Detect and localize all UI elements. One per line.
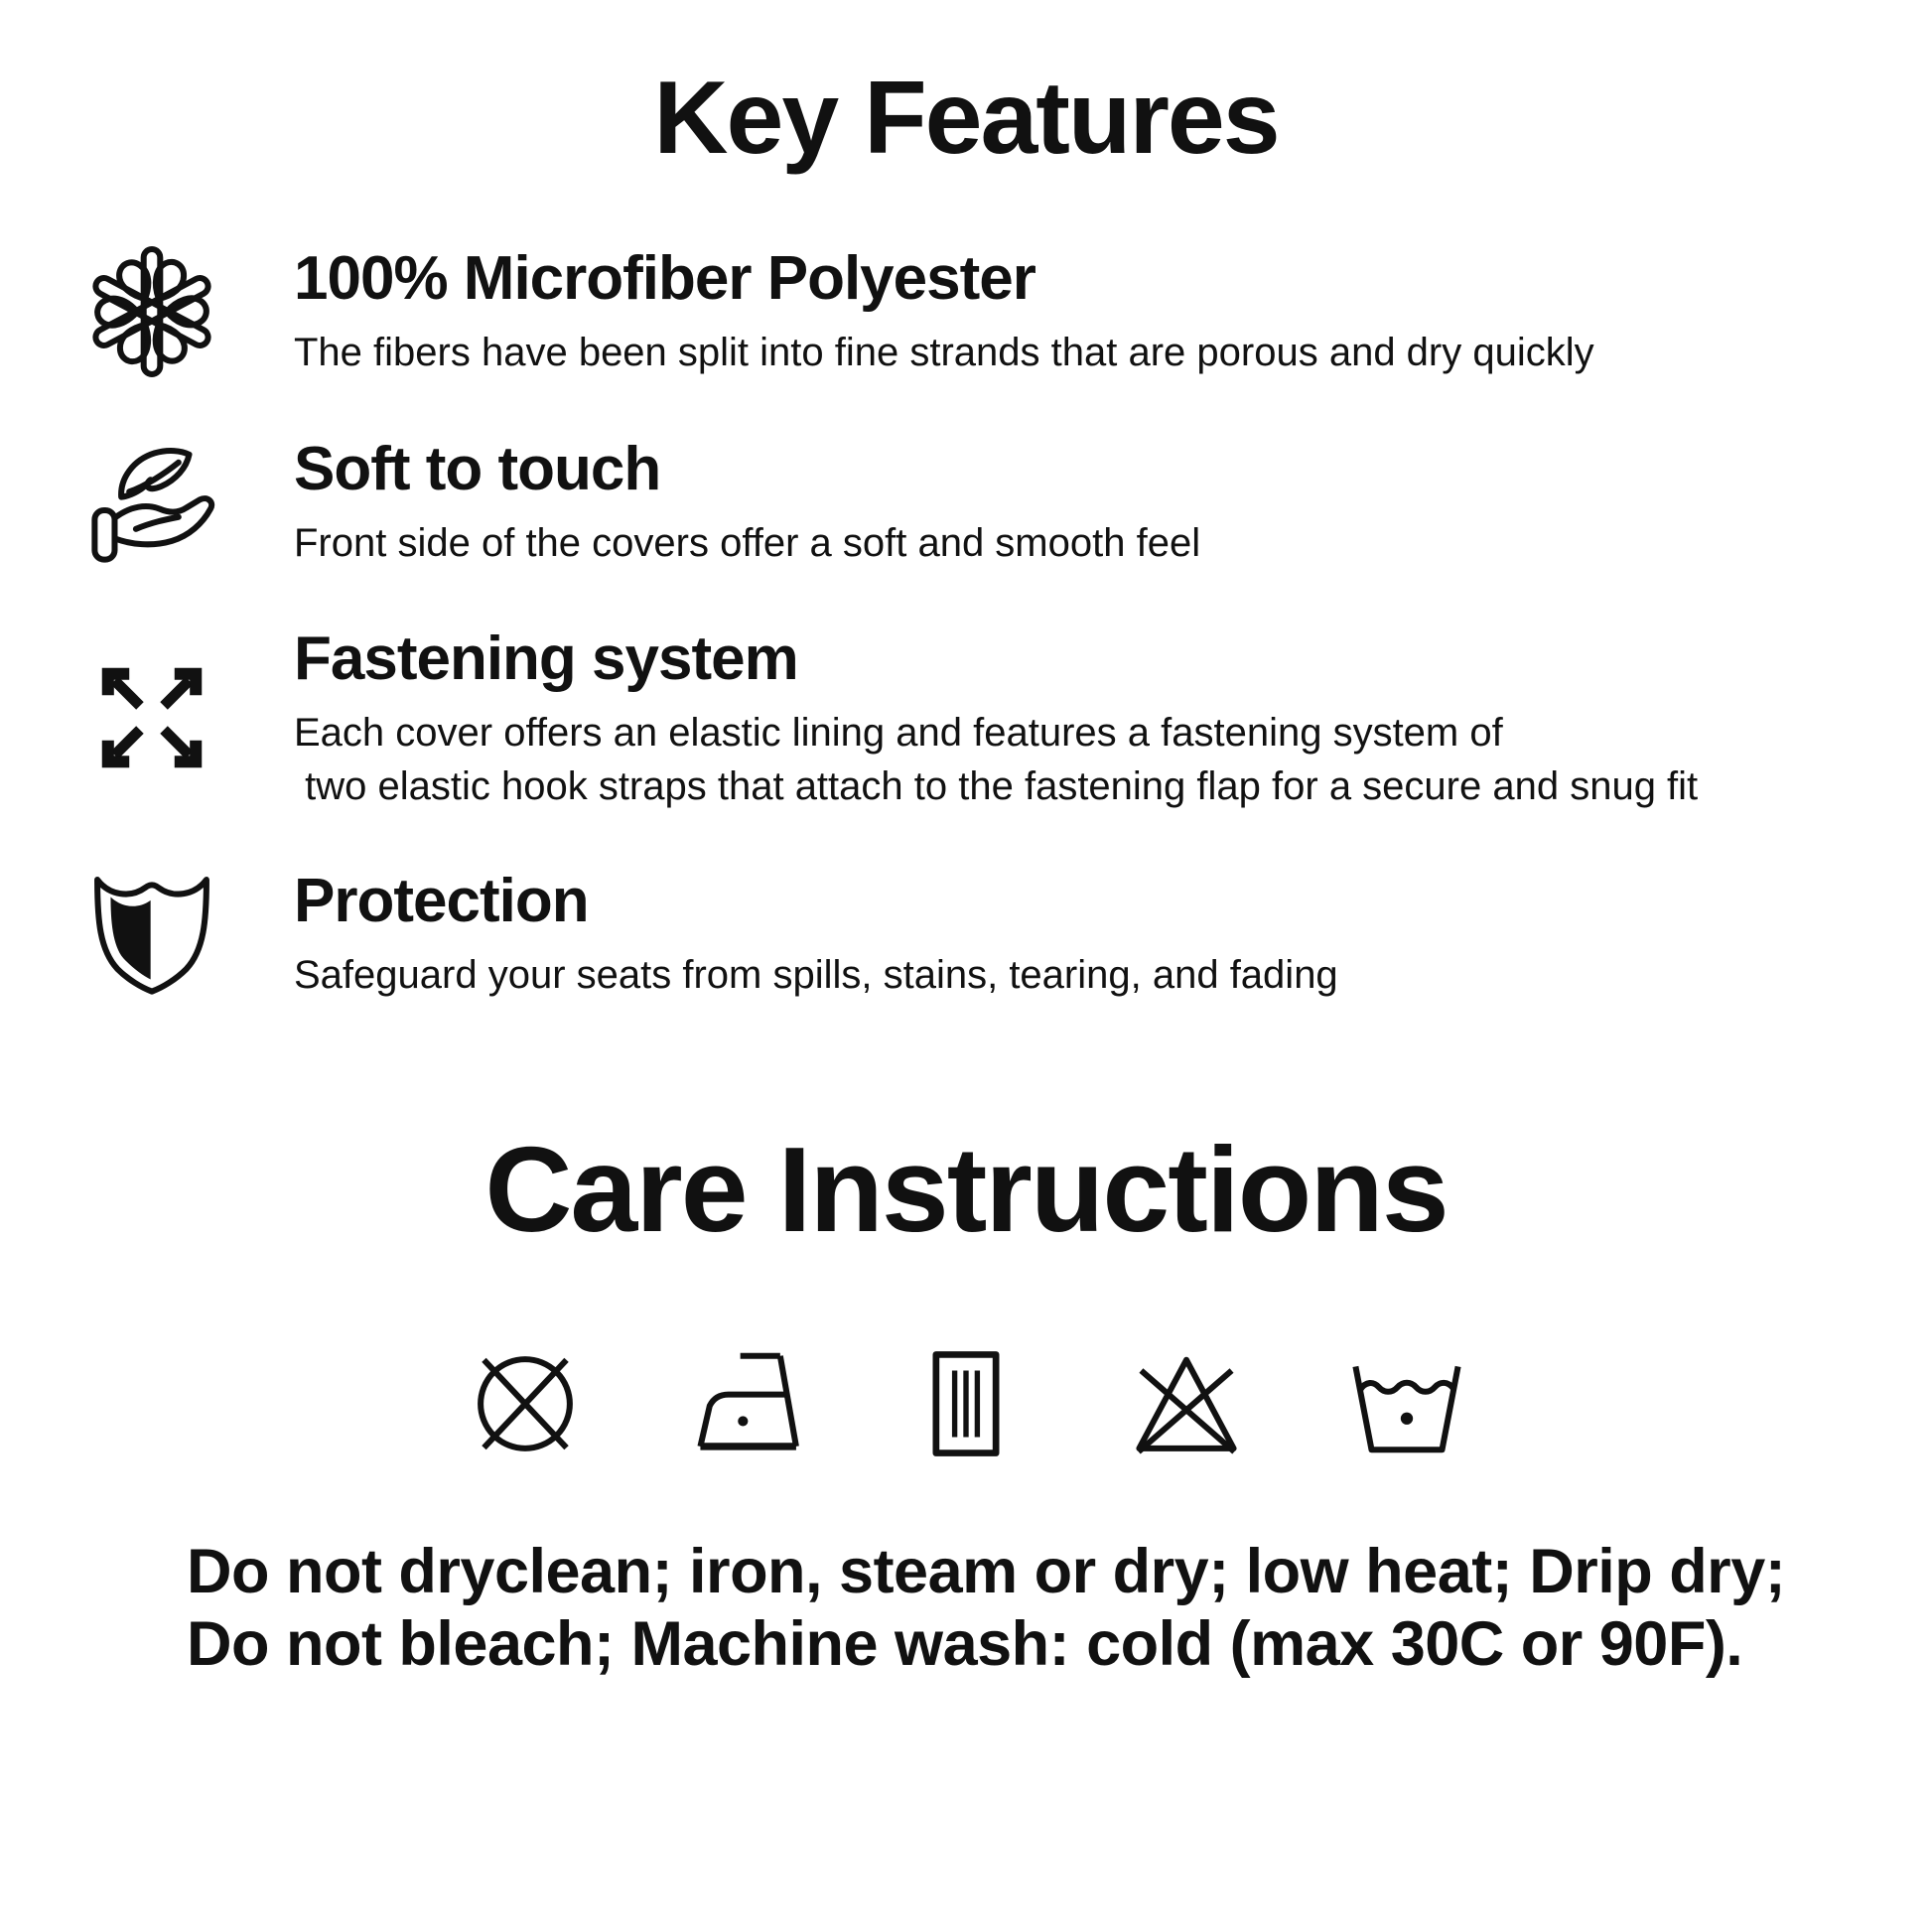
feature-row-protection	[85, 865, 1872, 1004]
feature-description: Front side of the covers offer a soft and smooth feel	[294, 521, 1201, 566]
care-instructions-title: Care Instructions	[484, 1121, 1448, 1257]
key-features-list	[0, 179, 1932, 1004]
care-text-line: Do not dryclean; iron, steam or dry; low heat; Drip dry;	[187, 1536, 1786, 1606]
feature-description: The fibers have been split into fine strands that are porous and dry quickly	[294, 331, 1594, 375]
drip-dry-icon	[899, 1337, 1033, 1470]
machine-wash-cold-icon	[1340, 1337, 1473, 1470]
feature-text-protection	[294, 866, 1338, 1002]
feature-heading: Fastening system	[294, 623, 798, 693]
feature-description: Each cover offers an elastic lining and features a fastening system of	[294, 710, 1503, 755]
feature-heading: 100% Microfiber Polyester	[294, 244, 1035, 314]
feature-heading: Soft to touch	[294, 435, 661, 504]
feature-description: two elastic hook straps that attach to the fastening flap for a secure and snug fit	[294, 763, 1699, 808]
feature-row-microfiber	[85, 242, 1872, 381]
feature-description: Safeguard your seats from spills, stains, tearing, and fading	[294, 953, 1338, 998]
expand-arrows-icon	[85, 648, 218, 787]
feature-text-microfiber	[294, 243, 1594, 379]
shield-icon	[85, 865, 218, 1004]
do-not-bleach-icon	[1120, 1337, 1253, 1470]
care-icons-row	[0, 1337, 1932, 1470]
feature-text-soft	[294, 434, 1200, 570]
feature-heading: Protection	[294, 867, 589, 936]
do-not-dryclean-icon	[459, 1337, 592, 1470]
microfiber-burst-icon	[85, 242, 218, 381]
feature-row-soft	[85, 433, 1872, 572]
feature-text-fastening	[294, 623, 1698, 813]
iron-low-heat-icon	[679, 1337, 812, 1470]
key-features-title: Key Features	[653, 61, 1279, 176]
care-instructions-text	[187, 1536, 1853, 1682]
feature-row-fastening	[85, 623, 1872, 813]
hand-leaf-icon	[85, 433, 218, 572]
care-text-line: Do not bleach; Machine wash: cold (max 30C or 90F).	[187, 1609, 1743, 1680]
